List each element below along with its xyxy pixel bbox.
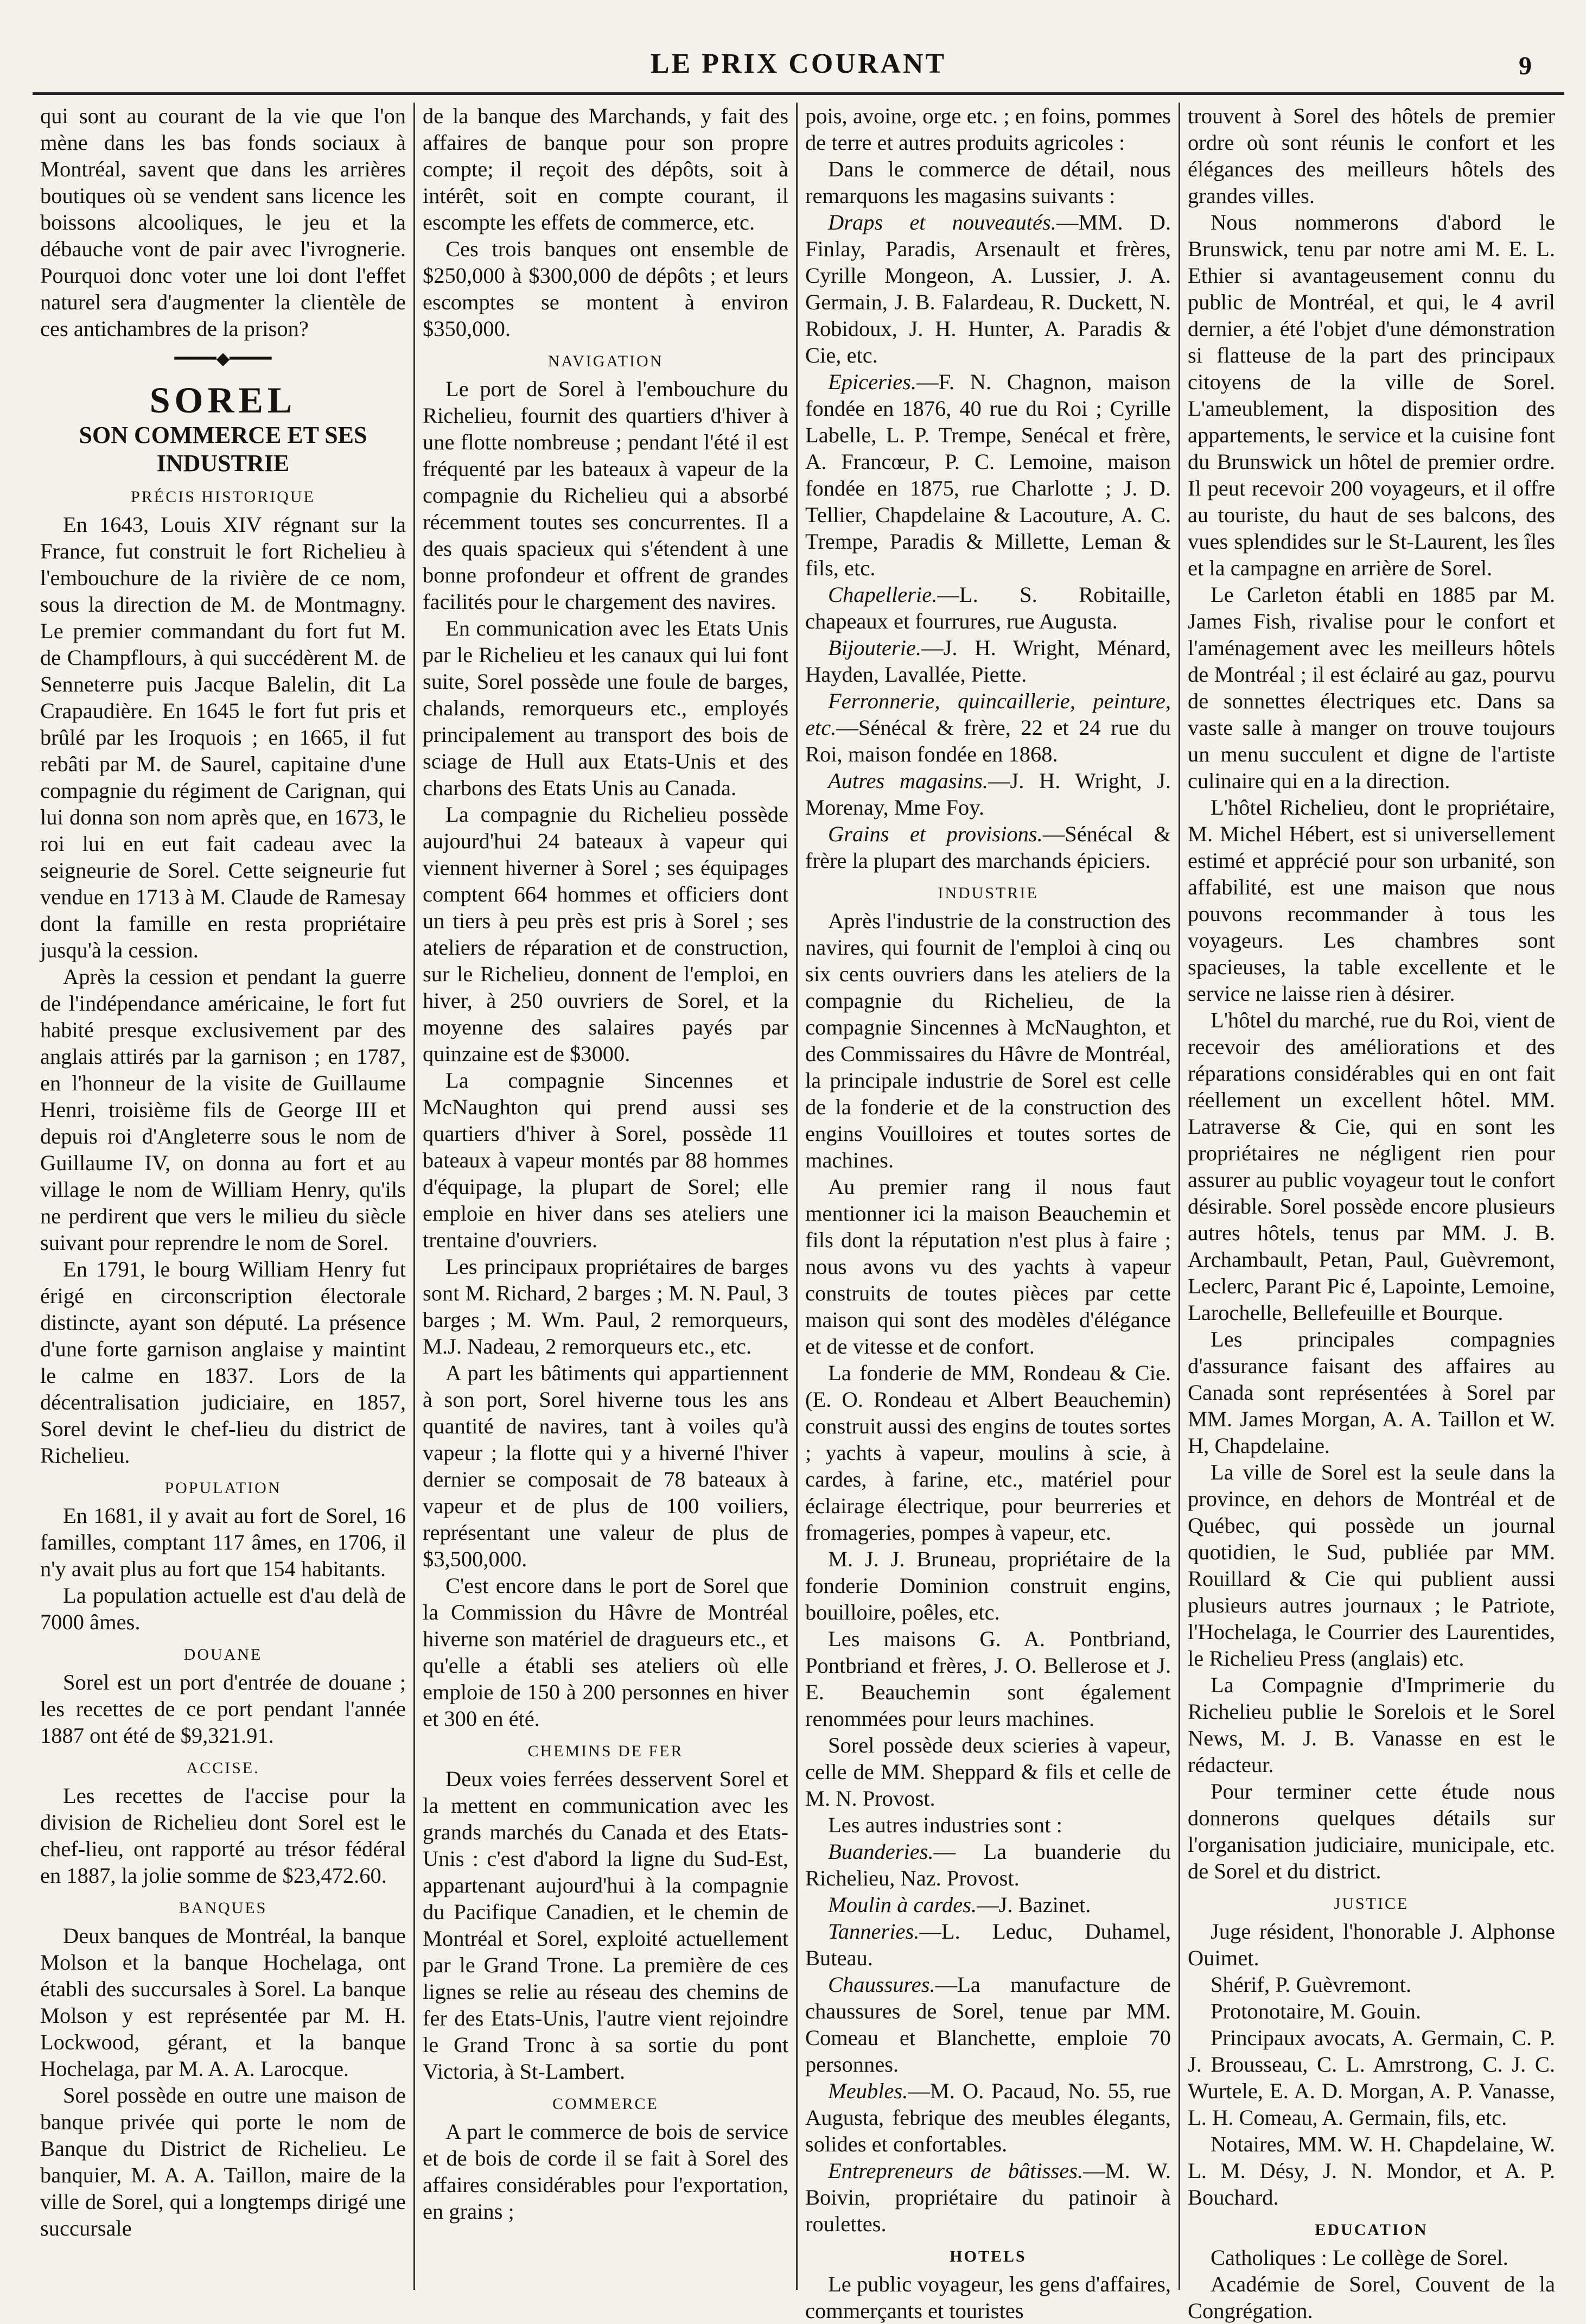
paragraph: En 1643, Louis XIV régnant sur la France, fut construit le fort Richelieu à l'embouchure de la rivière de ce nom, sous la direction de M. de Montmagny. Le premier commandant du fort fut M. de Champflours, à qui succédèrent M. de Senneterre puis Jacque Balelin, dit La Crapaudière. En 1645 le fort fut pris et brûlé par les Iroquois ; en 1665, il fut rebâti par M. de Saurel, capitaine d'une compagnie du régiment de Carignan, qui lui donna son nom après que, en 1673, le roi lui en eut fait cadeau avec la seigneurie de Sorel. Cette seigneurie fut vendue en 1713 à M. Claude de Ramesay dont la famille en resta propriétaire jusqu'à la cession.	[40, 512, 406, 962]
ornament-divider: ━━━━◆━━━━	[174, 348, 272, 368]
paragraph: La fonderie de MM, Rondeau & Cie. (E. O. Rondeau et Albert Beauchemin) construit aussi des engins de toutes sortes ; yachts à vapeur, moulins à scie, à cardes, à farine, etc., matériel pour éclairage électrique, pour beurreries et fromageries, pompes à vapeur, etc.	[805, 1361, 1171, 1545]
paragraph: L'hôtel Richelieu, dont le propriétaire, M. Michel Hébert, est si universellement estimé et apprécié pour son urbanité, son affabilité, est une maison que nous pouvons recommander à tous les voyageurs. Les chambres sont spacieuses, la table excellente et le service ne laisse rien à désirer.	[1188, 795, 1555, 1006]
list-item: Autres magasins.—J. H. Wright, J. Morenay, Mme Foy.	[805, 769, 1171, 820]
section-heading: PRÉCIS HISTORIQUE	[131, 488, 315, 506]
paragraph: Le Carleton établi en 1885 par M. James Fish, rivalise pour le confort et l'aménagement avec les meilleurs hôtels de Montréal ; il est éclairé au gaz, pourvu de sonnettes électriques etc. Dans sa vaste salle à manger on trouve toujours un menu succulent et digne de l'artiste culinaire qui en a la direction.	[1188, 582, 1555, 793]
paragraph: L'hôtel du marché, rue du Roi, vient de recevoir des améliorations et des réparations considérables qui en ont fait réellement un excellent hôtel. MM. Latraverse & Cie, qui en sont les propriétaires ne négligent rien pour assurer au public voyageur tout le confort désirable. Sorel possède encore plusieurs autres hôtels, tenus par MM. J. B. Archambault, Petan, Paul, Guèvremont, Leclerc, Parant Pic é, Lapointe, Lemoine, Larochelle, Bellefeuille et Bourque.	[1188, 1008, 1555, 1325]
section-heading: ACCISE.	[186, 1759, 260, 1777]
section-heading: EDUCATION	[1315, 2221, 1428, 2239]
list-item: Moulin à cardes.—J. Bazinet.	[828, 1893, 1091, 1917]
paragraph: Les principales compagnies d'assurance faisant des affaires au Canada sont représentées à Sorel par MM. James Morgan, A. A. Taillon et W. H, Chapdelaine.	[1188, 1327, 1555, 1458]
paragraph: Sorel possède en outre une maison de banque privée qui porte le nom de Banque du District de Richelieu. Le banquier, M. A. A. Taillon, maire de la ville de Sorel, qui a longtemps dirigé une succursale	[40, 2083, 406, 2240]
columns	[33, 103, 1564, 2323]
paragraph: Après l'industrie de la construction des navires, qui fournit de l'emploi à cinq ou six cents ouvriers dans les ateliers de la compagnie du Richelieu, de la compagnie Sincennes à McNaughton, et des Commissaires du Hâvre de Montréal, la principale industrie de Sorel est celle de la fonderie et de la construction des engins Vouilloires et toutes sortes de machines.	[805, 909, 1171, 1172]
list-item: Tanneries.—L. Leduc, Duhamel, Buteau.	[805, 1919, 1171, 1970]
section-heading: INDUSTRIE	[938, 884, 1039, 902]
paragraph: pois, avoine, orge etc. ; en foins, pommes de terre et autres produits agricoles :	[805, 104, 1171, 155]
paragraph: A part le commerce de bois de service et de bois de corde il se fait à Sorel des affaires considérables pour l'exportation, en grains ;	[423, 2119, 788, 2224]
list-item: Grains et provisions.—Sénécal & frère la plupart des marchands épiciers.	[805, 822, 1171, 873]
paragraph: En 1791, le bourg William Henry fut érigé en circonscription électorale distincte, ayant son député. La présence d'une forte garnison anglaise y maintint le calme en 1837. Lors de la décentralisation judiciaire, en 1857, Sorel devint le chef-lieu du district de Richelieu.	[40, 1257, 406, 1468]
paragraph: Sorel possède deux scieries à vapeur, celle de MM. Sheppard & fils et celle de M. N. Provost.	[805, 1733, 1171, 1811]
paragraph: La ville de Sorel est la seule dans la province, en dehors de Montréal et de Québec, qui possède un journal quotidien, le Sud, publiée par MM. Rouillard & Cie qui publient aussi plusieurs autres journaux ; le Patriote, l'Hochelaga, le Courrier des Laurentides, le Richelieu Press (anglais) etc.	[1188, 1460, 1555, 1671]
paragraph: Principaux avocats, A. Germain, C. P. J. Brousseau, C. L. Amrstrong, C. J. C. Wurtele, E. A. D. Morgan, A. P. Vanasse, L. H. Comeau, A. Germain, fils, etc.	[1188, 2025, 1555, 2130]
newspaper-title: LE PRIX COURANT	[650, 48, 947, 79]
list-item: Ferronnerie, quincaillerie, peinture, etc.—Sénécal & frère, 22 et 24 rue du Roi, maison fondée en 1868.	[805, 689, 1171, 766]
paragraph: Sorel est un port d'entrée de douane ; les recettes de ce port pendant l'année 1887 ont été de $9,321.91.	[40, 1670, 406, 1748]
paragraph: Dans le commerce de détail, nous remarquons les magasins suivants :	[805, 157, 1171, 208]
page-number: 9	[1519, 52, 1532, 80]
paragraph: La Compagnie d'Imprimerie du Richelieu publie le Sorelois et le Sorel News, M. J. B. Vanasse en est le rédacteur.	[1188, 1673, 1555, 1777]
section-heading: BANQUES	[179, 1899, 267, 1917]
paragraph: Pour terminer cette étude nous donnerons quelques détails sur l'organisation judiciaire, municipale, etc. de Sorel et du district.	[1188, 1779, 1555, 1883]
paragraph: Ces trois banques ont ensemble de $250,000 à $300,000 de dépôts ; et leurs escomptes se montent à environ $350,000.	[423, 237, 788, 341]
article-subtitle: SON COMMERCE ET SES INDUSTRIE	[79, 422, 367, 477]
paragraph: En 1681, il y avait au fort de Sorel, 16 familles, comptant 117 âmes, en 1706, il n'y avait plus au fort que 154 habitants.	[40, 1503, 406, 1581]
paragraph: Deux banques de Montréal, la banque Molson et la banque Hochelaga, ont établi des succursales à Sorel. La banque Molson y est représentée par M. H. Lockwood, gérant, et la banque Hochelaga, par M. A. A. Larocque.	[40, 1923, 406, 2081]
page-header	[33, 33, 1564, 95]
paragraph: M. J. J. Bruneau, propriétaire de la fonderie Dominion construit engins, bouilloire, poêles, etc.	[805, 1547, 1171, 1624]
section-heading: NAVIGATION	[547, 352, 664, 370]
section-heading: CHEMINS DE FER	[527, 1742, 684, 1760]
paragraph: Le public voyageur, les gens d'affaires, commerçants et touristes	[805, 2272, 1171, 2323]
paragraph: Les principaux propriétaires de barges sont M. Richard, 2 barges ; M. N. Paul, 3 barges ; M. Wm. Paul, 2 remorqueurs, M.J. Nadeau, 2 remorqueurs etc., etc.	[423, 1254, 788, 1358]
list-item: Meubles.—M. O. Pacaud, No. 55, rue Augusta, febrique des meubles élegants, solides et confortables.	[805, 2079, 1171, 2156]
section-heading: POPULATION	[164, 1479, 282, 1497]
paragraph: Les autres industries sont :	[828, 1813, 1062, 1837]
list-item: Buanderies.— La buanderie du Richelieu, Naz. Provost.	[805, 1839, 1171, 1890]
list-item: Bijouterie.—J. H. Wright, Ménard, Hayden, Lavallée, Piette.	[805, 636, 1171, 687]
paragraph: Après la cession et pendant la guerre de l'indépendance américaine, le fort fut habité presque exclusivement par des anglais attirés par la garnison ; en 1787, en l'honneur de la visite de Guillaume Henri, troisième fils de George III et depuis roi d'Angleterre sous le nom de Guillaume IV, on donna au fort et au village le nom de William Henry, qu'ils ne perdirent que vers le milieu du siècle suivant pour reprendre le nom de Sorel.	[40, 964, 406, 1255]
paragraph: Protonotaire, M. Gouin.	[1211, 1999, 1422, 2023]
paragraph: Catholiques : Le collège de Sorel.	[1211, 2245, 1508, 2270]
paragraph: Notaires, MM. W. H. Chapdelaine, W. L. M. Désy, J. N. Mondor, et A. P. Bouchard.	[1188, 2132, 1555, 2209]
paragraph: La population actuelle est d'au delà de 7000 âmes.	[40, 1583, 406, 1634]
paragraph: de la banque des Marchands, y fait des affaires de banque pour son propre compte; il reçoit des dépôts, soit à intérêt, soit en compte courant, il escompte les effets de commerce, etc.	[423, 104, 788, 234]
paragraph: Juge résident, l'honorable J. Alphonse Ouimet.	[1188, 1919, 1555, 1970]
section-heading: COMMERCE	[552, 2095, 659, 2113]
column-1	[33, 103, 415, 2290]
list-item: Draps et nouveautés.—MM. D. Finlay, Paradis, Arsenault et frères, Cyrille Mongeon, A. Lussier, J. A. Germain, J. B. Falardeau, R. Duckett, N. Robidoux, J. H. Hunter, A. Paradis & Cie, etc.	[805, 210, 1171, 367]
paragraph: C'est encore dans le port de Sorel que la Commission du Hâvre de Montréal hiverne son matériel de dragueurs etc., et qu'elle a établi ses ateliers où elle emploie de 150 à 200 personnes en hiver et 300 en été.	[423, 1573, 788, 1731]
column-4	[1180, 103, 1563, 2323]
paragraph: trouvent à Sorel des hôtels de premier ordre où sont réunis le confort et les élégances des meilleurs hôtels des grandes villes.	[1188, 104, 1555, 208]
paragraph: Au premier rang il nous faut mentionner ici la maison Beauchemin et fils dont la réputation n'est plus à faire ; nous avons vu des yachts à vapeur construits de toutes pièces par cette maison qui sont des modèles d'élégance et de vitesse et de confort.	[805, 1174, 1171, 1358]
paragraph: qui sont au courant de la vie que l'on mène dans les bas fonds sociaux à Montréal, savent que dans les arrières boutiques où se vendent sans licence les boissons alcooliques, le jeu et la débauche vont de pair avec l'ivrognerie. Pourquoi donc voter une loi dont l'effet naturel sera d'augmenter la clientèle de ces antichambres de la prison?	[40, 104, 406, 341]
paragraph: En communication avec les Etats Unis par le Richelieu et les canaux qui lui font suite, Sorel possède une foule de barges, chalands, remorqueurs etc., employés principalement au transport des bois de sciage de Hull aux Etats-Unis et des charbons des Etats Unis au Canada.	[423, 616, 788, 800]
paragraph: Les maisons G. A. Pontbriand, Pontbriand et frères, J. O. Bellerose et J. E. Beauchemin sont également renommées pour leurs machines.	[805, 1627, 1171, 1731]
article-title: SOREL	[149, 379, 297, 421]
paragraph: Shérif, P. Guèvremont.	[1211, 1972, 1412, 1997]
column-2	[415, 103, 798, 2290]
paragraph: La compagnie Sincennes et McNaughton qui prend aussi ses quartiers d'hiver à Sorel, possède 11 bateaux à vapeur montés par 88 hommes d'équipage, la plupart de Sorel; elle emploie en hiver dans ses ateliers une trentaine d'ouvriers.	[423, 1068, 788, 1252]
list-item: Chaussures.—La manufacture de chaussures de Sorel, tenue par MM. Comeau et Blanchette, emploie 70 personnes.	[805, 1972, 1171, 2077]
column-3	[798, 103, 1180, 2323]
list-item: Entrepreneurs de bâtisses.—M. W. Boivin, propriétaire du patinoir à roulettes.	[805, 2158, 1171, 2236]
section-heading: DOUANE	[183, 1646, 263, 1663]
paragraph: Nous nommerons d'abord le Brunswick, tenu par notre ami M. E. L. Ethier si avantageusement connu du public de Montréal, et qui, le 4 avril dernier, a été l'objet d'une démonstration si flatteuse de la part des principaux citoyens de la ville de Sorel. L'ameublement, la disposition des appartements, le service et la cuisine font du Brunswick un hôtel de premier ordre. Il peut recevoir 200 voyageurs, et il offre au touriste, du haut de ses balcons, des vues splendides sur le St-Laurent, les îles et la campagne en arrière de Sorel.	[1188, 210, 1555, 580]
paragraph: La compagnie du Richelieu possède aujourd'hui 24 bateaux à vapeur qui viennent hiverner à Sorel ; ses équipages comptent 664 hommes et officiers dont un tiers à peu près est pris à Sorel ; ses ateliers de réparation et de construction, sur le Richelieu, donnent de l'emploi, en hiver, à 250 ouvriers de Sorel, et la moyenne des salaires payés par quinzaine est de $3000.	[423, 802, 788, 1066]
list-item: Chapellerie.—L. S. Robitaille, chapeaux et fourrures, rue Augusta.	[805, 582, 1171, 633]
paragraph: A part les bâtiments qui appartiennent à son port, Sorel hiverne tous les ans quantité de navires, tant à voiles qu'à vapeur ; la flotte qui y a hiverné l'hiver dernier se composait de 78 bateaux à vapeur et de plus de 100 voiliers, représentant une valeur de plus de $3,500,000.	[423, 1361, 788, 1571]
section-heading: HOTELS	[950, 2247, 1027, 2265]
paragraph: Le port de Sorel à l'embouchure du Richelieu, fournit des quartiers d'hiver à une flotte nombreuse ; pendant l'été il est fréquenté par les bateaux à vapeur de la compagnie du Richelieu qui a absorbé récemment toutes ses concurrentes. Il a des quais spacieux qui s'étendent à une bonne profondeur et offrent de grandes facilités pour le chargement des navires.	[423, 377, 788, 614]
list-item: Epiceries.—F. N. Chagnon, maison fondée en 1876, 40 rue du Roi ; Cyrille Labelle, L. P. Trempe, Senécal et frère, A. Francœur, P. C. Lemoine, maison fondée en 1875, rue Charlotte ; J. D. Tellier, Chapdelaine & Lacouture, A. C. Trempe, Paradis & Millette, Leman & fils, etc.	[805, 370, 1171, 580]
paragraph: Deux voies ferrées desservent Sorel et la mettent en communication avec les grands marchés du Canada et des Etats-Unis : c'est d'abord la ligne du Sud-Est, appartenant aujourd'hui à la compagnie du Pacifique Canadien, et le chemin de Montréal et Sorel, exploité actuellement par le Grand Trone. La première de ces lignes se relie au réseau des chemins de fer des Etats-Unis, l'autre vient rejoindre le Grand Tronc à sa sortie du pont Victoria, à St-Lambert.	[423, 1767, 788, 2084]
section-heading: JUSTICE	[1334, 1895, 1409, 1913]
paragraph: Académie de Sorel, Couvent de la Congrégation.	[1188, 2272, 1555, 2323]
article-title-block	[40, 379, 406, 478]
paragraph: Les recettes de l'accise pour la division de Richelieu dont Sorel est le chef-lieu, ont rapporté au trésor fédéral en 1887, la jolie somme de $23,472.60.	[40, 1783, 406, 1888]
